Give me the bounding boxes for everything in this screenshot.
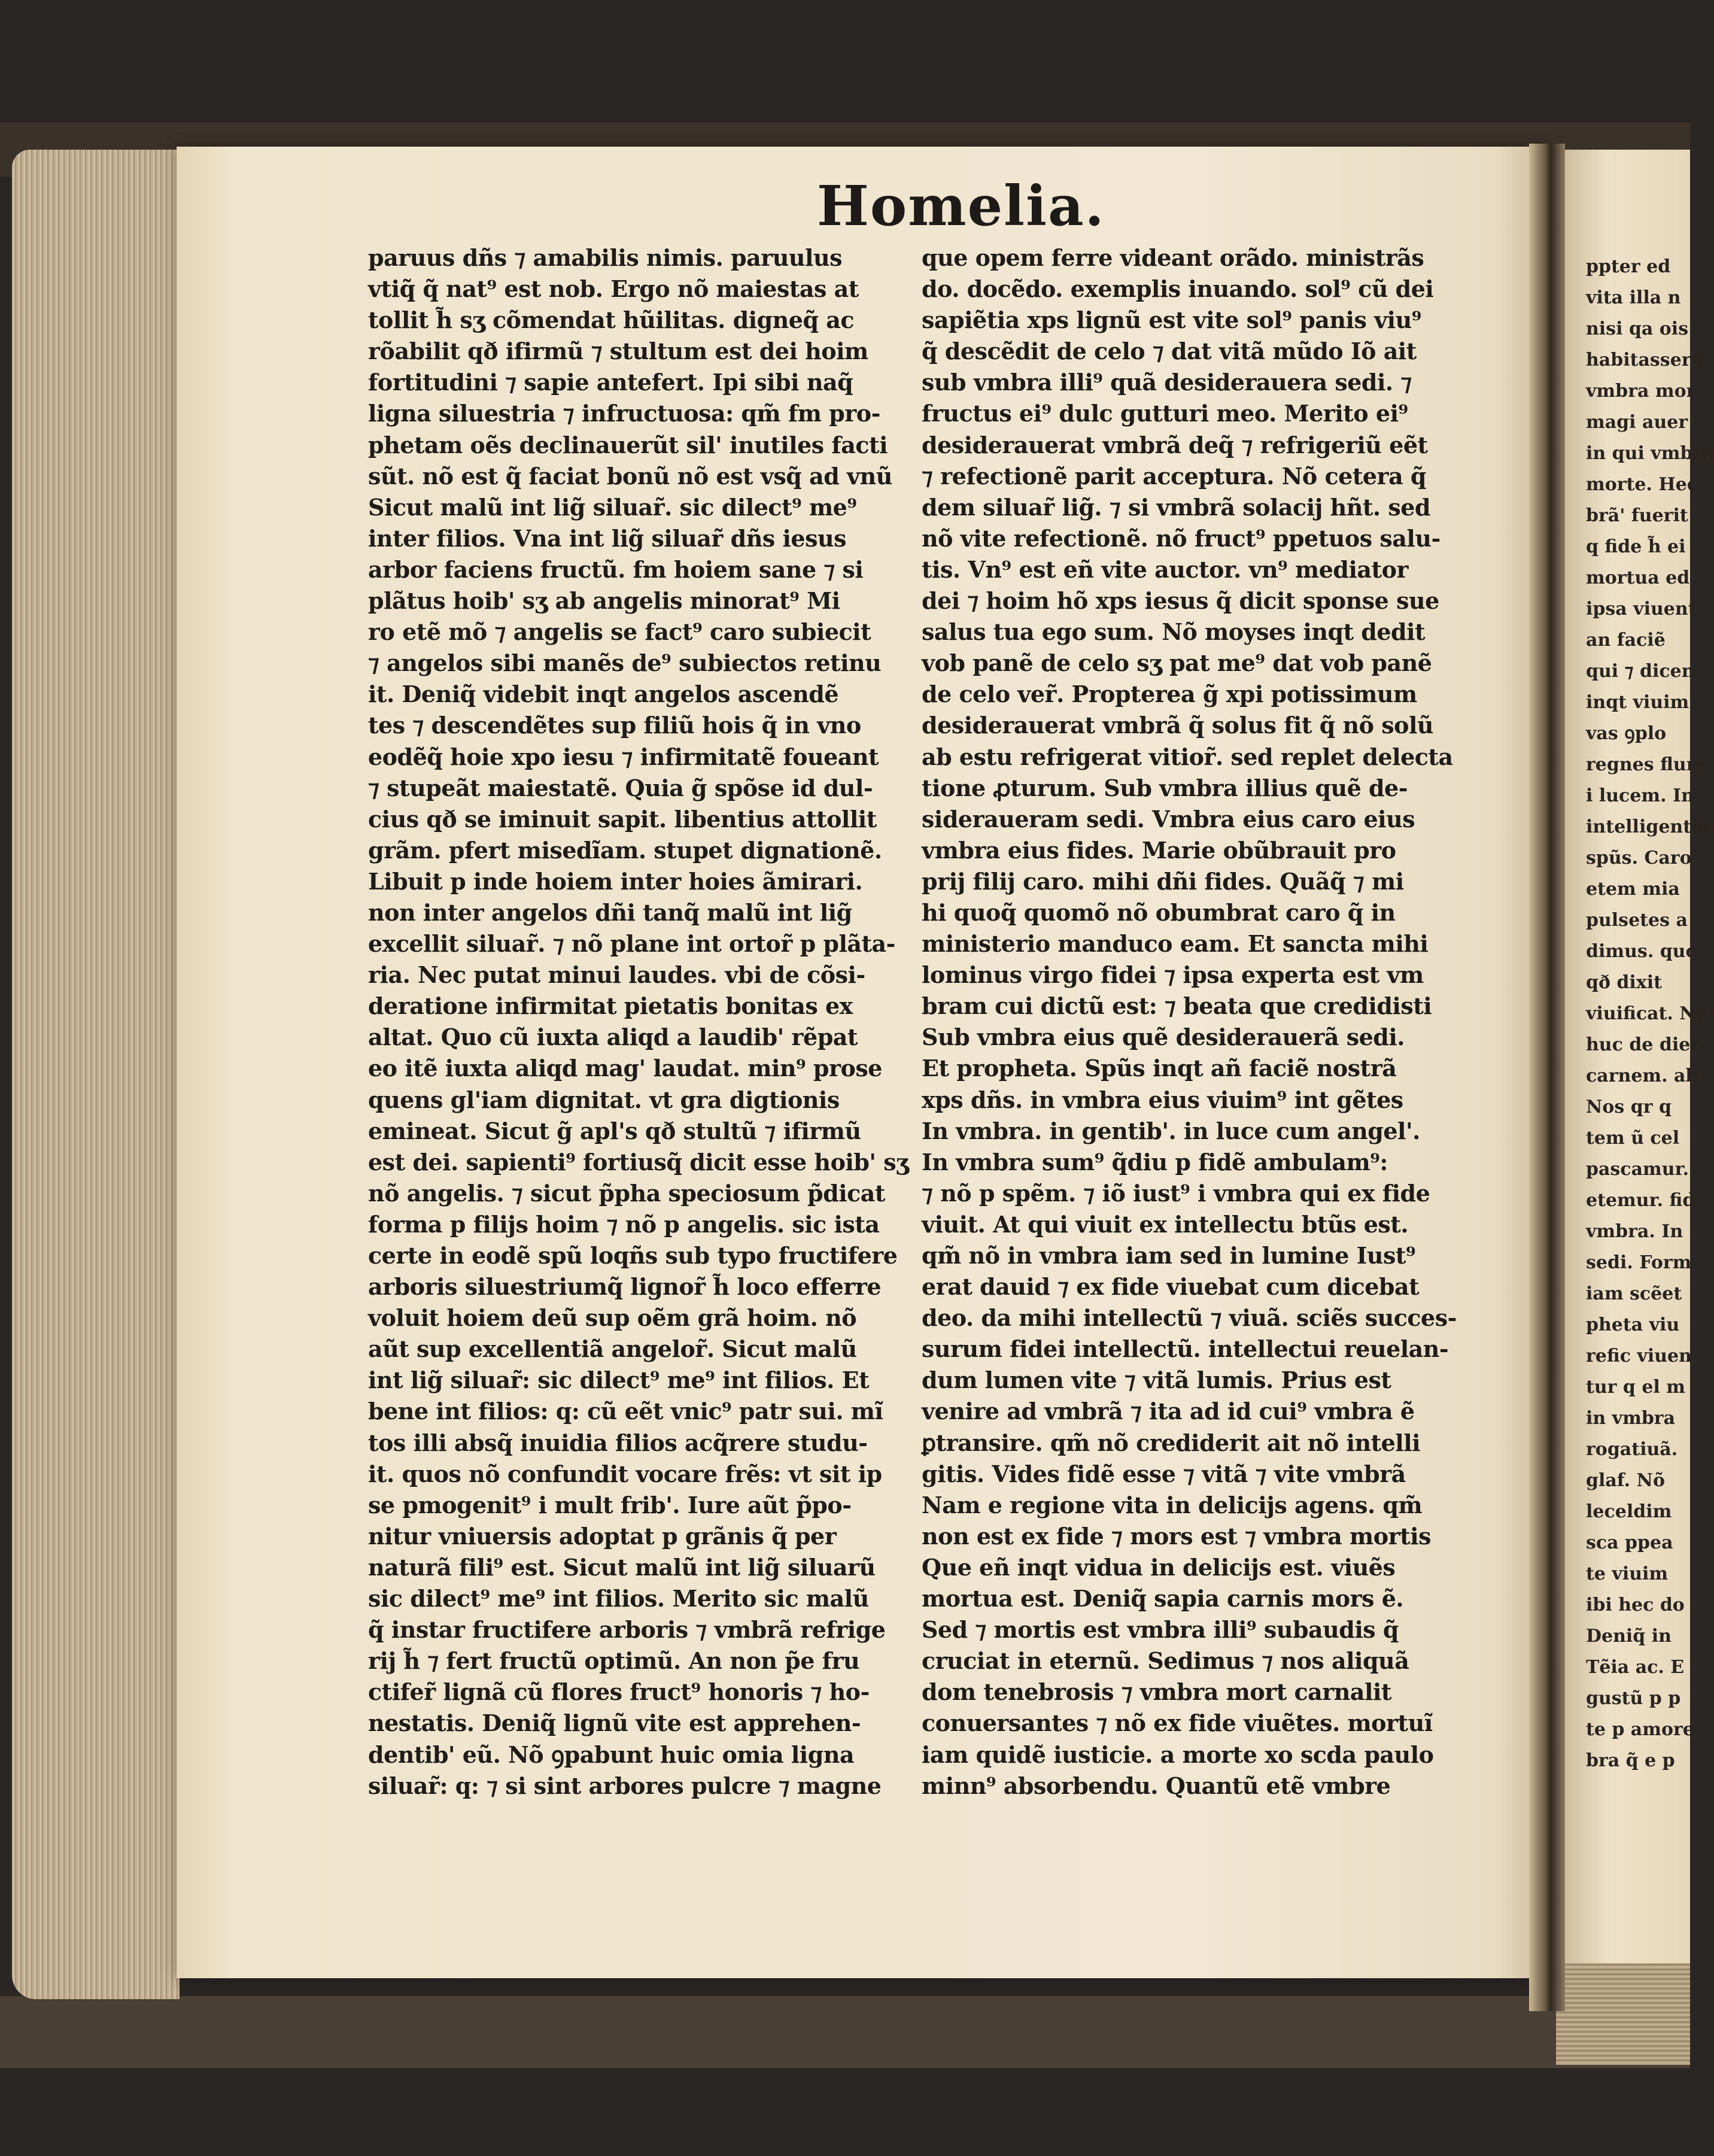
text-line: ministerio manduco eam. Et sancta mihi bbox=[922, 930, 1429, 958]
text-line: que opem ferre videant orãdo. ministrãs bbox=[922, 244, 1424, 271]
text-line: venire ad vmbrã ⁊ ita ad id cui⁹ vmbra ẽ bbox=[922, 1398, 1415, 1425]
text-column-left bbox=[368, 242, 907, 1802]
text-line: it. Deniq̃ videbit inqt angelos ascendẽ bbox=[368, 681, 839, 708]
text-line: habitasserit bbox=[1586, 350, 1706, 371]
text-line: nestatis. Deniq̃ lignũ vite est apprehen- bbox=[368, 1709, 861, 1737]
text-line: intelligentia bbox=[1586, 816, 1710, 837]
text-line: voluit hoiem deũ sup oẽm grã hoim. nõ bbox=[368, 1304, 857, 1332]
text-line: iam scẽet bbox=[1586, 1283, 1682, 1304]
text-line: int lig̃ siluar̃: sic dilect⁹ me⁹ int filios. Et bbox=[368, 1367, 870, 1394]
text-line: vmbra. In bbox=[1586, 1221, 1683, 1242]
text-line: conuersantes ⁊ nõ ex fide viuẽtes. mortuĩ bbox=[922, 1709, 1433, 1737]
text-line: qm̃ nõ in vmbra iam sed in lumine Iust⁹ bbox=[922, 1242, 1416, 1269]
text-line: sedi. Form bbox=[1586, 1252, 1692, 1273]
text-line: rogatiuã. bbox=[1586, 1439, 1678, 1460]
text-line: ⁊ stupeãt maiestatẽ. Quia g̃ spõse id dul- bbox=[368, 774, 873, 801]
text-line: leceldim bbox=[1586, 1501, 1672, 1522]
text-line: siluar̃: q: ⁊ si sint arbores pulcre ⁊ magne bbox=[368, 1772, 882, 1799]
text-line: magi auer bbox=[1586, 412, 1688, 433]
text-line: tem ũ cel bbox=[1586, 1128, 1680, 1149]
text-line: ꝑtransire. qm̃ nõ crediderit ait nõ intelli bbox=[922, 1429, 1421, 1456]
text-line: excellit siluar̃. ⁊ nõ plane int ortor̃ p plãta- bbox=[368, 930, 895, 958]
text-line: vita illa n bbox=[1586, 287, 1681, 308]
text-line: pheta viu bbox=[1586, 1314, 1680, 1335]
text-line: tes ⁊ descendẽtes sup filiũ hois q̃ in vno bbox=[368, 712, 861, 739]
text-line: ro etẽ mõ ⁊ angelis se fact⁹ caro subiecit bbox=[368, 618, 871, 646]
text-line: dentib' eũ. Nõ ꝯpabunt huic omia ligna bbox=[368, 1741, 855, 1768]
text-line: certe in eodẽ spũ loqñs sub typo fructifere bbox=[368, 1242, 898, 1269]
text-line: ⁊ nõ p spẽm. ⁊ iõ iust⁹ i vmbra qui ex fide bbox=[922, 1179, 1430, 1207]
text-line: viuificat. Ne bbox=[1586, 1003, 1707, 1024]
text-line: gitis. Vides fidẽ esse ⁊ vitã ⁊ vite vmbrã bbox=[922, 1460, 1406, 1487]
text-line: q fide h̃ ei bbox=[1586, 536, 1686, 557]
text-line: phetam oẽs declinauerũt sil' inutiles facti bbox=[368, 431, 888, 458]
text-line: pascamur. bbox=[1586, 1159, 1689, 1180]
text-line: gustũ p p bbox=[1586, 1688, 1681, 1709]
text-line: Et propheta. Spũs inqt añ faciẽ nostrã bbox=[922, 1055, 1397, 1082]
text-line: arbor faciens fructũ. fm hoiem sane ⁊ si bbox=[368, 555, 864, 583]
text-line: rõabilit qð ifirmũ ⁊ stultum est dei hoim bbox=[368, 338, 868, 365]
text-line: Que eñ inqt vidua in delicijs est. viuẽs bbox=[922, 1553, 1396, 1581]
text-line: Tẽia ac. E bbox=[1586, 1657, 1685, 1678]
text-line: sic dilect⁹ me⁹ int filios. Merito sic malũ bbox=[368, 1585, 869, 1613]
text-line: iam quidẽ iusticie. a morte xo scda paulo bbox=[922, 1741, 1434, 1768]
text-line: fructus ei⁹ dulc gutturi meo. Merito ei⁹ bbox=[922, 400, 1408, 427]
text-line: i lucem. In bbox=[1586, 785, 1694, 806]
text-line: Sed ⁊ mortis est vmbra illi⁹ subaudis q̃ bbox=[922, 1616, 1399, 1644]
text-line: ⁊ angelos sibi manẽs de⁹ subiectos retinu bbox=[368, 649, 882, 677]
text-line: qui ⁊ dicen bbox=[1586, 661, 1695, 682]
text-line: Sicut malũ int lig̃ siluar̃. sic dilect⁹ me⁹ bbox=[368, 493, 857, 521]
text-line: mortua ed bbox=[1586, 567, 1690, 588]
text-line: lominus virgo fidei ⁊ ipsa experta est vm bbox=[922, 961, 1424, 989]
text-line: ppter ed bbox=[1586, 256, 1671, 277]
book-gutter bbox=[1529, 144, 1565, 2011]
text-line: etem mia bbox=[1586, 879, 1680, 900]
text-line: ria. Nec putat minui laudes. vbi de cõsi- bbox=[368, 961, 865, 989]
text-line: hi quoq̃ quomõ nõ obumbrat caro q̃ in bbox=[922, 898, 1396, 926]
text-line: tione ꝓturum. Sub vmbra illius quẽ de- bbox=[922, 774, 1408, 801]
text-line: aũt sup excellentiã angelor̃. Sicut malũ bbox=[368, 1335, 857, 1363]
text-line: sapiẽtia xps lignũ est vite sol⁹ panis viu⁹ bbox=[922, 306, 1421, 334]
text-line: regnes flum bbox=[1586, 754, 1706, 775]
text-line: vas ꝯplo bbox=[1586, 723, 1667, 744]
text-line: deratione infirmitat pietatis bonitas ex bbox=[368, 992, 853, 1020]
text-line: morte. Hec bbox=[1586, 474, 1698, 495]
text-line: bra q̃ e p bbox=[1586, 1750, 1675, 1771]
text-line: q̃ descẽdit de celo ⁊ dat vitã mũdo Iõ ait bbox=[922, 338, 1417, 365]
text-line: eodẽq̃ hoie xpo iesu ⁊ infirmitatẽ foueant bbox=[368, 743, 879, 770]
text-line: te p amore bbox=[1586, 1719, 1694, 1740]
text-line: viuit. At qui viuit ex intellectu btũs est. bbox=[922, 1210, 1409, 1238]
text-line: vmbra mor bbox=[1586, 381, 1696, 402]
text-line: brã' fuerit bbox=[1586, 505, 1688, 526]
right-page-edge bbox=[1556, 1963, 1690, 2065]
text-line: non inter angelos dñi tanq̃ malũ int lig̃ bbox=[368, 898, 852, 926]
text-line: an faciẽ bbox=[1586, 630, 1666, 651]
text-line: surum fidei intellectũ. intellectui reuelan- bbox=[922, 1335, 1449, 1363]
text-line: q̃ instar fructifere arboris ⁊ vmbrã refrige bbox=[368, 1616, 886, 1644]
text-line: cruciat in eternũ. Sedimus ⁊ nos aliquã bbox=[922, 1647, 1409, 1675]
text-line: ⁊ refectionẽ parit acceptura. Nõ cetera q̃ bbox=[922, 462, 1426, 490]
text-line: non est ex fide ⁊ mors est ⁊ vmbra mortis bbox=[922, 1522, 1431, 1550]
text-line: in vmbra bbox=[1586, 1408, 1676, 1429]
text-line: cius qð se iminuit sapit. libentius attollit bbox=[368, 805, 877, 833]
text-line: altat. Quo cũ iuxta aliqd a laudib' rẽpat bbox=[368, 1024, 858, 1051]
text-line: salus tua ego sum. Nõ moyses inqt dedit bbox=[922, 618, 1426, 646]
text-line: ipsa viuent bbox=[1586, 599, 1697, 620]
text-line: In vmbra. in gentib'. in luce cum angel'. bbox=[922, 1117, 1420, 1144]
text-line: In vmbra sum⁹ q̃diu p fidẽ ambulam⁹: bbox=[922, 1148, 1388, 1176]
text-line: glaf. Nõ bbox=[1586, 1470, 1665, 1491]
text-line: prij filij caro. mihi dñi fides. Quãq̃ ⁊ mi bbox=[922, 867, 1404, 895]
text-line: est dei. sapienti⁹ fortiusq̃ dicit esse hoib' sʒ bbox=[368, 1148, 909, 1176]
text-line: huc de diec bbox=[1586, 1034, 1701, 1055]
text-line: sideraueram sedi. Vmbra eius caro eius bbox=[922, 805, 1415, 833]
text-line: pulsetes a bbox=[1586, 910, 1688, 931]
text-line: sũt. nõ est q̃ faciat bonũ nõ est vsq̃ ad vnũ bbox=[368, 462, 892, 490]
text-line: dei ⁊ hoim hõ xps iesus q̃ dicit sponse sue bbox=[922, 587, 1439, 615]
text-line: vtiq̃ q̃ nat⁹ est nob. Ergo nõ maiestas at bbox=[368, 275, 859, 303]
text-line: quens gl'iam dignitat. vt gra digtionis bbox=[368, 1086, 840, 1113]
text-line: vob panẽ de celo sʒ pat me⁹ dat vob panẽ bbox=[922, 649, 1432, 677]
text-line: Sub vmbra eius quẽ desiderauerã sedi. bbox=[922, 1024, 1405, 1051]
text-line: ibi hec do bbox=[1586, 1595, 1685, 1616]
text-line: sca ppea bbox=[1586, 1532, 1673, 1553]
text-line: eo itẽ iuxta aliqd mag' laudat. min⁹ prose bbox=[368, 1055, 882, 1082]
text-line: Libuit p inde hoiem inter hoies ãmirari. bbox=[368, 867, 863, 895]
text-line: dimus. quo bbox=[1586, 941, 1698, 962]
text-line: Nos qr q bbox=[1586, 1097, 1672, 1118]
running-heading: Homelia. bbox=[817, 174, 1105, 238]
text-line: inter filios. Vna int lig̃ siluar̃ dñs iesus bbox=[368, 524, 846, 552]
text-line: tis. Vn⁹ est eñ vite auctor. vn⁹ mediator bbox=[922, 555, 1408, 583]
text-line: fortitudini ⁊ sapie antefert. Ipi sibi naq̃ bbox=[368, 369, 853, 396]
text-line: deo. da mihi intellectũ ⁊ viuã. sciẽs succes- bbox=[922, 1304, 1457, 1332]
text-line: tollit h̃ sʒ cõmendat hũilitas. digneq̃ ac bbox=[368, 306, 855, 334]
text-line: it. quos nõ confundit vocare frẽs: vt sit ip bbox=[368, 1460, 882, 1487]
text-line: nitur vniuersis adoptat p grãnis q̃ per bbox=[368, 1522, 837, 1550]
text-line: ab estu refrigerat vitior̃. sed replet delecta bbox=[922, 743, 1453, 770]
text-column-right bbox=[922, 242, 1466, 1802]
text-line: grãm. pfert misedĩam. stupet dignationẽ. bbox=[368, 836, 882, 864]
text-line: forma p filijs hoim ⁊ nõ p angelis. sic ista bbox=[368, 1210, 880, 1238]
facing-page-fragments bbox=[1586, 251, 1714, 1777]
text-line: nõ angelis. ⁊ sicut p̃pha speciosum p̃dicat bbox=[368, 1179, 885, 1207]
text-line: se pmogenit⁹ i mult frib'. Iure aũt p̃po- bbox=[368, 1491, 852, 1519]
text-line: inqt viuim bbox=[1586, 692, 1689, 713]
book-cover-bottom bbox=[0, 1996, 1690, 2068]
text-line: ctifer̃ lignã cũ flores fruct⁹ honoris ⁊ ho- bbox=[368, 1678, 870, 1706]
text-line: dom tenebrosis ⁊ vmbra mort carnalit bbox=[922, 1678, 1391, 1706]
text-line: plãtus hoib' sʒ ab angelis minorat⁹ Mi bbox=[368, 587, 840, 615]
text-line: desiderauerat vmbrã deq̃ ⁊ refrigeriũ eẽt bbox=[922, 431, 1428, 458]
text-line: bram cui dictũ est: ⁊ beata que credidisti bbox=[922, 992, 1432, 1020]
text-line: in qui vmbra bbox=[1586, 443, 1714, 464]
text-line: refic viuen bbox=[1586, 1346, 1692, 1367]
text-line: spũs. Caro bbox=[1586, 848, 1692, 869]
text-line: ligna siluestria ⁊ infructuosa: qm̃ fm pro- bbox=[368, 400, 880, 427]
text-line: carnem. ab bbox=[1586, 1065, 1698, 1086]
text-line: emineat. Sicut g̃ apl's qð stultũ ⁊ ifirmũ bbox=[368, 1117, 861, 1144]
text-line: sub vmbra illi⁹ quã desiderauera sedi. ⁊ bbox=[922, 369, 1412, 396]
text-line: do. docẽdo. exemplis inuando. sol⁹ cũ dei bbox=[922, 275, 1434, 303]
text-line: Nam e regione vita in delicijs agens. qm̃ bbox=[922, 1491, 1423, 1519]
text-line: rij h̃ ⁊ fert fructũ optimũ. An non p̃e fru bbox=[368, 1647, 860, 1675]
text-line: nõ vite refectionẽ. nõ fruct⁹ ppetuos salu- bbox=[922, 524, 1441, 552]
text-line: bene int filios: q: cũ eẽt vnic⁹ patr sui. mĩ bbox=[368, 1398, 883, 1425]
text-line: erat dauid ⁊ ex fide viuebat cum dicebat bbox=[922, 1273, 1420, 1301]
text-line: Deniq̃ in bbox=[1586, 1626, 1672, 1647]
text-line: naturã fili⁹ est. Sicut malũ int lig̃ siluarũ bbox=[368, 1553, 876, 1581]
text-line: desiderauerat vmbrã q̃ solus fit q̃ nõ solũ bbox=[922, 712, 1434, 739]
text-line: etemur. fid bbox=[1586, 1190, 1695, 1211]
text-line: dum lumen vite ⁊ vitã lumis. Prius est bbox=[922, 1367, 1391, 1394]
text-line: mortua est. Deniq̃ sapia carnis mors ẽ. bbox=[922, 1585, 1404, 1613]
text-line: de celo ver̃. Propterea g̃ xpi potissimum bbox=[922, 681, 1417, 708]
text-line: qð dixit bbox=[1586, 972, 1662, 993]
text-line: xps dñs. in vmbra eius viuim⁹ int gẽtes bbox=[922, 1086, 1403, 1113]
text-line: arboris siluestriumq̃ lignor̃ h̃ loco efferre bbox=[368, 1273, 882, 1301]
book-fore-edge bbox=[12, 150, 180, 1999]
text-line: tur q el m bbox=[1586, 1377, 1686, 1398]
text-line: nisi qa ois bbox=[1586, 318, 1689, 339]
text-line: dem siluar̃ lig̃. ⁊ si vmbrã solacij hñt. sed bbox=[922, 493, 1431, 521]
text-line: te viuim bbox=[1586, 1563, 1669, 1584]
text-line: minn⁹ absorbendu. Quantũ etẽ vmbre bbox=[922, 1772, 1391, 1799]
text-line: vmbra eius fides. Marie obũbrauit pro bbox=[922, 836, 1396, 864]
text-line: tos illi absq̃ inuidia filios acq̃rere studu- bbox=[368, 1429, 868, 1456]
text-line: paruus dñs ⁊ amabilis nimis. paruulus bbox=[368, 244, 842, 271]
